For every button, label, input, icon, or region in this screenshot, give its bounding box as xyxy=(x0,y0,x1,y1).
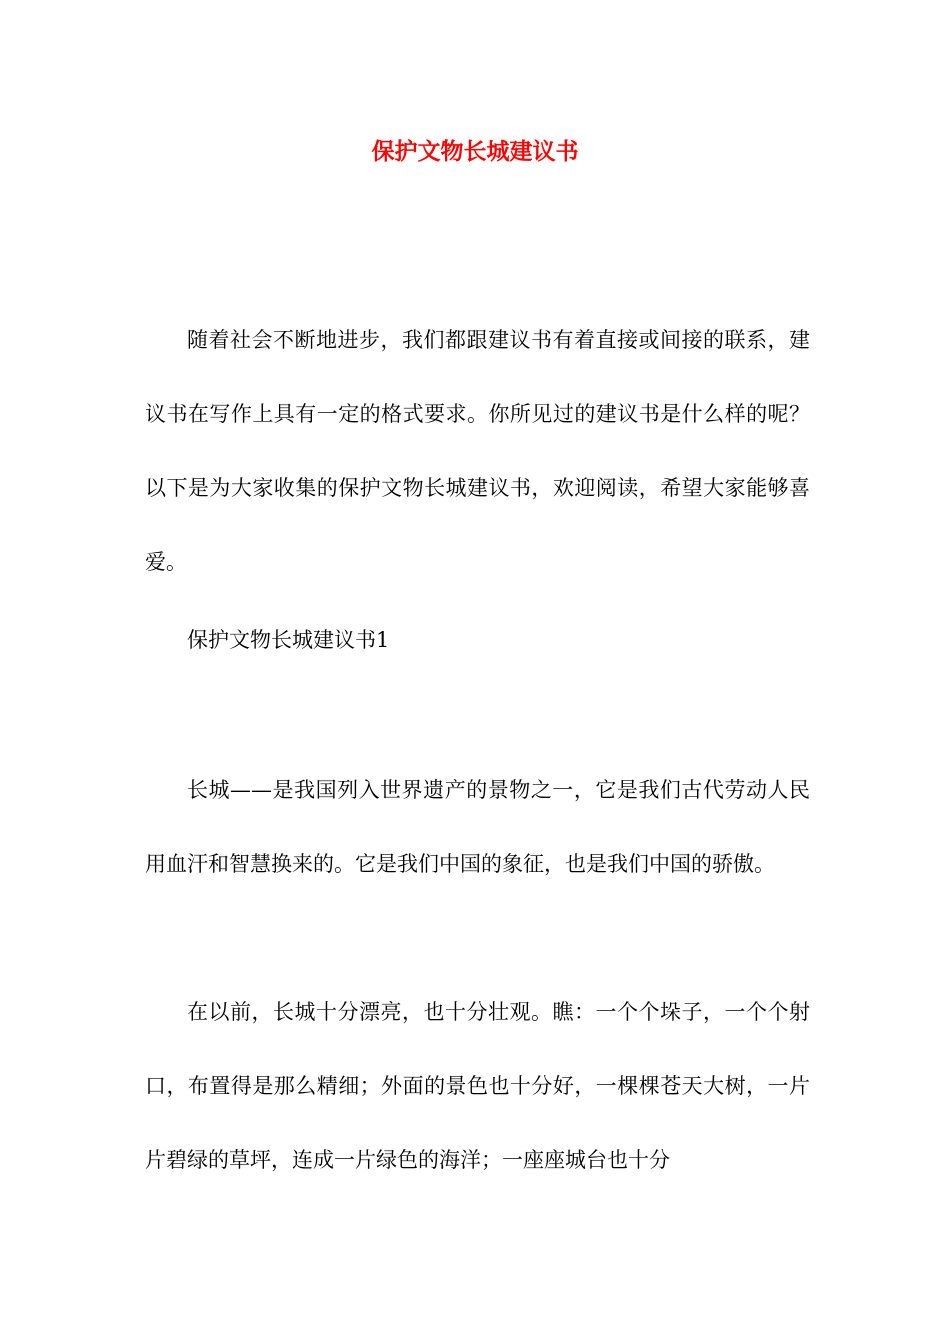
section-heading: 保护文物长城建议书1 xyxy=(187,628,390,652)
document-title: 保护文物长城建议书 xyxy=(371,139,579,165)
body-paragraph: 在以前，长城十分漂亮，也十分壮观。瞧：一个个垛子，一个个射口，布置得是那么精细；外面的景色也十分好，一棵棵苍天大树，一片片碧绿的草坪，连成一片绿色的海洋；一座座城台也十分 xyxy=(145,1000,810,1172)
body-paragraph: 长城——是我国列入世界遗产的景物之一，它是我们古代劳动人民用血汗和智慧换来的。它是我们中国的象征，也是我们中国的骄傲。 xyxy=(145,778,810,876)
intro-paragraph: 随着社会不断地进步，我们都跟建议书有着直接或间接的联系，建议书在写作上具有一定的格式要求。你所见过的建议书是什么样的呢？以下是为大家收集的保护文物长城建议书，欢迎阅读，希望大家能够喜爱。 xyxy=(145,328,810,574)
